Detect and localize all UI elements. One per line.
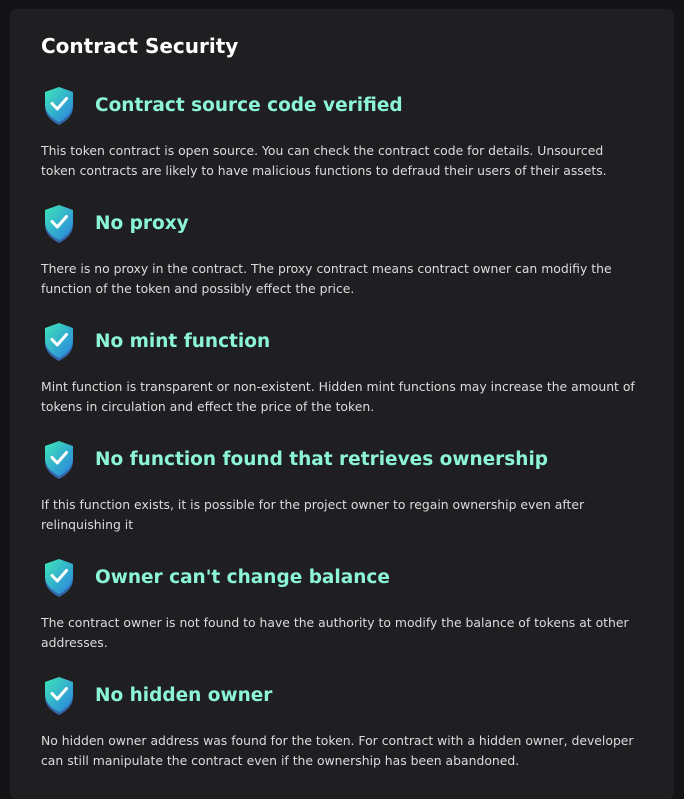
- check-description: There is no proxy in the contract. The proxy contract means contract owner can modifiy the function of the token and possibly effect the price.: [41, 261, 612, 296]
- check-title: Contract source code verified: [95, 95, 403, 116]
- check-header: [41, 676, 272, 716]
- shield-check-icon: [41, 86, 77, 126]
- shield-check-icon: [41, 204, 77, 244]
- check-title: No function found that retrieves ownership: [95, 449, 549, 470]
- check-item-source-verified: [41, 86, 641, 204]
- check-title: No proxy: [95, 213, 189, 234]
- check-item-no-retrieve-ownership: [41, 440, 641, 558]
- check-title: No mint function: [95, 331, 271, 352]
- shield-check-icon: [41, 322, 77, 362]
- check-item-owner-balance: [41, 558, 641, 676]
- check-header: [41, 440, 548, 480]
- check-description: The contract owner is not found to have the authority to modify the balance of tokens at other addresses.: [41, 615, 629, 650]
- check-description: Mint function is transparent or non-existent. Hidden mint functions may increase the amount of tokens in circulation and effect the price of the token.: [41, 379, 635, 414]
- section-title: Contract Security: [41, 34, 239, 58]
- check-description: This token contract is open source. You can check the contract code for details. Unsourced token contracts are likely to have malicious functions to defraud their users of their assets.: [41, 143, 607, 178]
- check-item-no-mint: [41, 322, 641, 440]
- shield-check-icon: [41, 440, 77, 480]
- check-header: [41, 558, 390, 598]
- shield-check-icon: [41, 676, 77, 716]
- check-description: If this function exists, it is possible for the project owner to regain ownership even after relinquishing it: [41, 497, 585, 532]
- shield-check-icon: [41, 558, 77, 598]
- check-header: [41, 204, 189, 244]
- check-title: No hidden owner: [95, 685, 273, 706]
- check-header: [41, 322, 270, 362]
- check-item-no-hidden-owner: [41, 676, 641, 794]
- check-title: Owner can't change balance: [95, 567, 390, 588]
- check-header: [41, 86, 403, 126]
- check-description: No hidden owner address was found for the token. For contract with a hidden owner, developer can still manipulate the contract even if the ownership has been abandoned.: [41, 733, 634, 768]
- check-item-no-proxy: [41, 204, 641, 322]
